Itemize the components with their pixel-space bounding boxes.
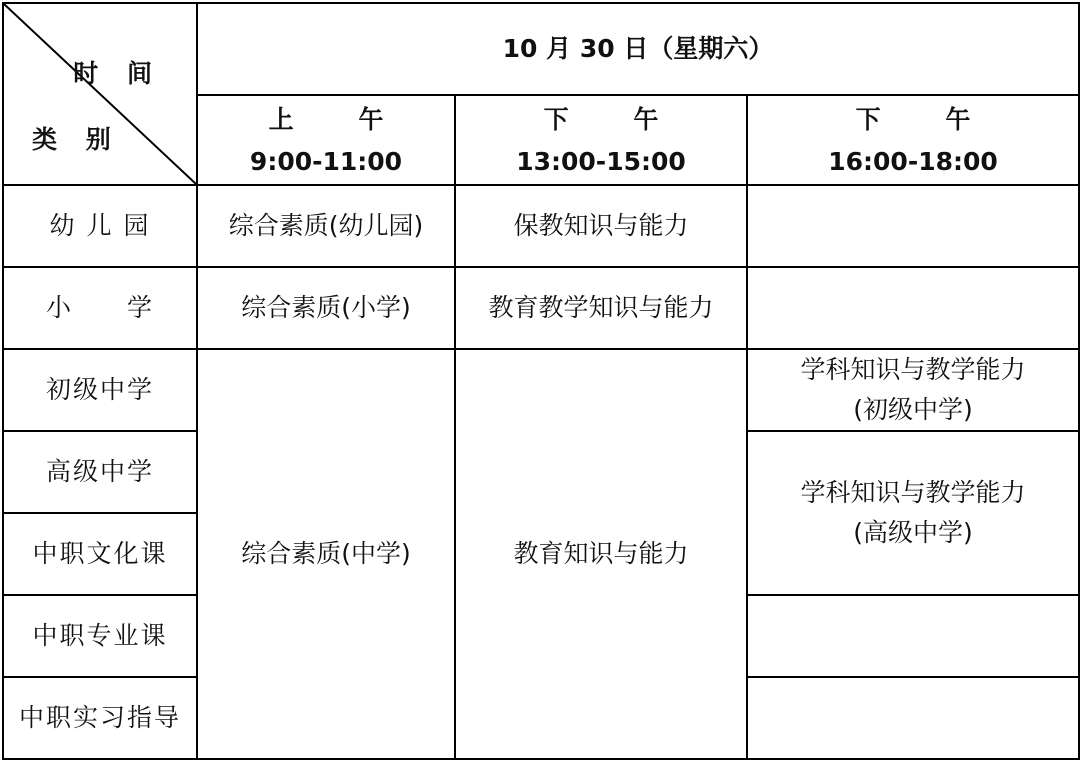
session-afternoon-cell xyxy=(455,95,747,185)
junior-evening-subject-line2: (初级中学) xyxy=(853,395,973,424)
category-primary: 小 学 xyxy=(3,267,197,349)
primary-afternoon-subject: 教育教学知识与能力 xyxy=(455,267,747,349)
exam-date-cell: 10 月 30 日（星期六） xyxy=(197,3,1079,95)
senior-evening-subject-line1: 学科知识与教学能力 xyxy=(800,478,1026,507)
junior-evening-subject xyxy=(747,349,1079,431)
header-date-row xyxy=(3,3,1079,95)
session-evening-cell xyxy=(747,95,1079,185)
empty-cell xyxy=(747,267,1079,349)
corner-category-label: 类 别 xyxy=(32,125,121,154)
session-evening-name: 下 午 xyxy=(855,105,999,134)
category-senior-high: 高级中学 xyxy=(3,431,197,513)
corner-header-cell xyxy=(3,3,197,185)
table-row xyxy=(3,267,1079,349)
junior-evening-subject-line1: 学科知识与教学能力 xyxy=(800,355,1026,384)
empty-cell xyxy=(747,677,1079,759)
category-vocational-culture: 中职文化课 xyxy=(3,513,197,595)
exam-schedule-table xyxy=(2,2,1080,760)
corner-time-label: 时 间 xyxy=(73,59,162,88)
senior-evening-subject xyxy=(747,431,1079,595)
category-vocational-internship: 中职实习指导 xyxy=(3,677,197,759)
session-morning-name: 上 午 xyxy=(268,105,412,134)
category-kindergarten: 幼 儿 园 xyxy=(3,185,197,267)
session-morning-cell xyxy=(197,95,455,185)
kindergarten-morning-subject: 综合素质(幼儿园) xyxy=(197,185,455,267)
category-junior-high: 初级中学 xyxy=(3,349,197,431)
kindergarten-afternoon-subject: 保教知识与能力 xyxy=(455,185,747,267)
empty-cell xyxy=(747,185,1079,267)
secondary-afternoon-subject: 教育知识与能力 xyxy=(455,349,747,759)
senior-evening-subject-line2: (高级中学) xyxy=(853,518,973,547)
empty-cell xyxy=(747,595,1079,677)
category-vocational-professional: 中职专业课 xyxy=(3,595,197,677)
session-afternoon-name: 下 午 xyxy=(543,105,687,134)
secondary-morning-subject: 综合素质(中学) xyxy=(197,349,455,759)
session-evening-time: 16:00-18:00 xyxy=(828,147,998,176)
table-row xyxy=(3,185,1079,267)
session-afternoon-time: 13:00-15:00 xyxy=(516,147,686,176)
session-morning-time: 9:00-11:00 xyxy=(249,147,403,176)
primary-morning-subject: 综合素质(小学) xyxy=(197,267,455,349)
table-row xyxy=(3,349,1079,431)
